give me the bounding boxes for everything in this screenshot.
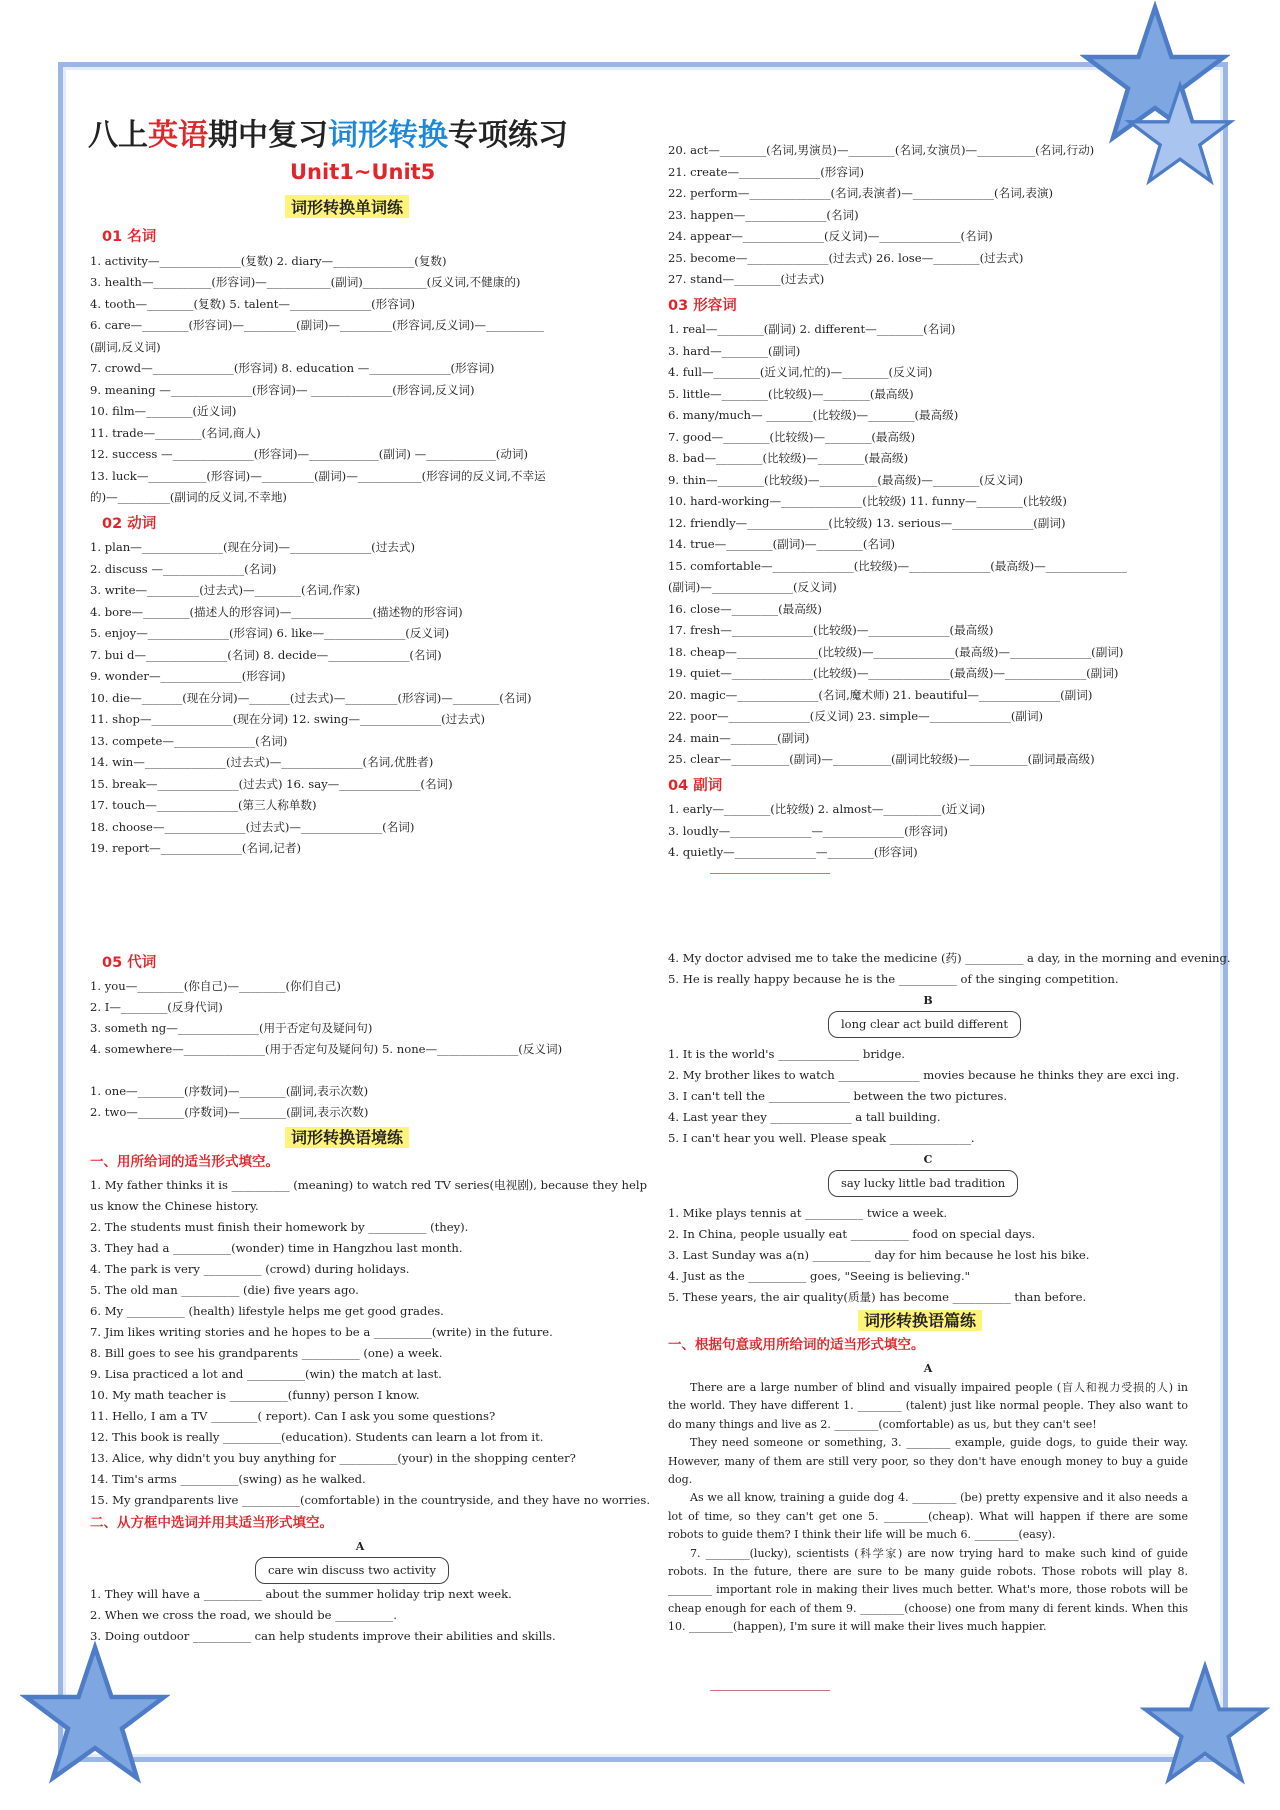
box-b-label: B — [923, 994, 933, 1007]
section-title-context: 词形转换语境练 — [285, 1127, 409, 1148]
exercise-line: 4. somewhere—______________(用于否定句及疑问句) 5. none—______________(反义词) — [90, 1042, 563, 1056]
exercise-line: 4. Last year they ______________ a tall building. — [668, 1110, 941, 1124]
exercise-line: 10. hard-working—______________(比较级) 11. funny—________(比较级) — [668, 494, 1067, 508]
divider — [710, 1690, 830, 1691]
exercise-line: 5. little—________(比较级)—________(最高级) — [668, 386, 914, 401]
exercise-line: 6. care—________(形容词)—_________(副词)—_________(形容词,反义词)—__________ — [90, 318, 544, 332]
exercise-line: 3. hard—________(副词) — [668, 343, 801, 358]
exercise-line: 3. Doing outdoor __________ can help students improve their abilities and skills. — [90, 1629, 556, 1643]
exercise-line: 9. thin—________(比较级)—__________(最高级)—________(反义词) — [668, 472, 1024, 487]
exercise-line: 2. When we cross the road, we should be __________. — [90, 1608, 397, 1622]
exercise-line: 5. enjoy—______________(形容词) 6. like—______________(反义词) — [90, 626, 450, 640]
exercise-line: 25. clear—__________(副词)—__________(副词比较级)—__________(副词最高级) — [668, 752, 1095, 766]
exercise-line: 12. success —______________(形容词)—____________(副词) —____________(动词) — [90, 447, 529, 461]
exercise-line: 13. luck—__________(形容词)—_________(副词)—___________(形容词的反义词,不幸运 — [90, 468, 546, 483]
box-b-exercise-list — [668, 1044, 1188, 1149]
exercise-line: 23. happen—______________(名词) — [668, 207, 859, 222]
exercise-line: 5. I can't hear you well. Please speak ______________. — [668, 1131, 975, 1145]
word-box-b: long clear act build different — [828, 1011, 1021, 1038]
exercise-line: 15. comfortable—______________(比较级)—______________(最高级)—______________ — [668, 558, 1127, 573]
exercise-line: 5. The old man __________ (die) five years ago. — [90, 1283, 359, 1297]
exercise-line: 6. My __________ (health) lifestyle helps me get good grades. — [90, 1304, 444, 1318]
exercise-line: 3. loudly—______________—______________(形容词) — [668, 823, 948, 838]
exercise-line: 2. two—________(序数词)—________(副词,表示次数) — [90, 1105, 369, 1119]
exercise-line: 3. They had a __________(wonder) time in Hangzhou last month. — [90, 1241, 463, 1255]
exercise-line: 9. meaning —______________(形容词)— ______________(形容词,反义词) — [90, 382, 475, 397]
passage-instruction: 一、根据句意或用所给词的适当形式填空。 — [668, 1337, 925, 1353]
exercise-line: 1. early—________(比较级) 2. almost—__________(近义词) — [668, 802, 986, 816]
exercise-line: 3. health—__________(形容词)—___________(副词)___________(反义词,不健康的) — [90, 275, 521, 289]
exercise-line: 18. cheap—______________(比较级)—______________(最高级)—______________(副词) — [668, 644, 1124, 659]
exercise-line: 15. My grandparents live __________(comfortable) in the countryside, and they have no worries. — [90, 1493, 651, 1507]
unit-range: Unit1~Unit5 — [290, 160, 436, 184]
word-box-a: care win discuss two activity — [255, 1557, 449, 1584]
box-c-exercise-list — [668, 1203, 1188, 1308]
exercise-line: 27. stand—________(过去式) — [668, 272, 825, 286]
box-c-label: C — [923, 1153, 933, 1166]
exercise-line: 15. break—______________(过去式) 16. say—______________(名词) — [90, 776, 453, 791]
exercise-line: 25. become—______________(过去式) 26. lose—________(过去式) — [668, 250, 1024, 265]
exercise-line: 5. These years, the air quality(质量) has become __________ than before. — [668, 1290, 1087, 1304]
right-column-bottom — [668, 948, 1231, 1637]
left-column-top — [90, 222, 630, 860]
exercise-line: 1. My father thinks it is __________ (meaning) to watch red TV series(电视剧), because they help — [90, 1178, 648, 1192]
exercise-line: 1. plan—______________(现在分词)—______________(过去式) — [90, 540, 416, 554]
exercise-line: 4. tooth—________(复数) 5. talent—______________(形容词) — [90, 296, 415, 311]
verbs-heading: 02 动词 — [102, 515, 157, 532]
exercise-line: 11. shop—______________(现在分词) 12. swing—______________(过去式) — [90, 712, 485, 726]
exercise-line: 13. Alice, why didn't you buy anything for __________(your) in the shopping center? — [90, 1451, 576, 1465]
exercise-line: 10. die—_______(现在分词)—_______(过去式)—_________(形容词)—________(名词) — [90, 690, 532, 705]
exercise-line: 10. My math teacher is __________(funny) person I know. — [90, 1388, 420, 1402]
exercise-line: 1. you—________(你自己)—________(你们自己) — [90, 979, 341, 993]
nouns-heading: 01 名词 — [102, 229, 157, 245]
left-column-bottom — [90, 948, 651, 1647]
exercise-line: (副词)—______________(反义词) — [668, 580, 837, 594]
exercise-line: 17. touch—______________(第三人称单数) — [90, 798, 317, 812]
pronouns-heading: 05 代词 — [102, 955, 157, 971]
exercise-line: 17. fresh—______________(比较级)—______________(最高级) — [668, 623, 994, 637]
verbs-continued-list — [668, 140, 1188, 291]
section-title-words: 词形转换单词练 — [285, 195, 409, 218]
exercise-line: 2. My brother likes to watch ______________ movies because he thinks they are exci ing. — [668, 1068, 1180, 1082]
exercise-line: 2. I—________(反身代词) — [90, 1000, 223, 1014]
box-a-exercise-list-continued — [668, 948, 1231, 990]
adverbs-list — [668, 799, 1188, 864]
exercise-line: 24. appear—______________(反义词)—______________(名词) — [668, 229, 993, 243]
exercise-line: 20. magic—______________(名词,魔术师) 21. beautiful—______________(副词) — [668, 687, 1093, 702]
exercise-line: 1. one—________(序数词)—________(副词,表示次数) — [90, 1084, 369, 1098]
exercise-line: 8. bad—________(比较级)—________(最高级) — [668, 451, 909, 465]
passage-paragraph: As we all know, training a guide dog 4. ________ (be) pretty expensive and it also needs a lot of time, so they can't get one 5. ________(cheap). What will happen if there are some robots to guide them? I think their life will be much 6. ________(easy). — [668, 1491, 1188, 1542]
verbs-list — [90, 537, 630, 860]
exercise-line: 3. someth ng—______________(用于否定句及疑问句) — [90, 1021, 373, 1035]
exercise-line: 4. Just as the __________ goes, "Seeing is believing." — [668, 1269, 970, 1283]
adverbs-heading: 04 副词 — [668, 777, 723, 794]
nouns-list — [90, 251, 630, 509]
context-exercise-list — [90, 1175, 651, 1511]
exercise-line: 12. friendly—______________(比较级) 13. serious—______________(副词) — [668, 515, 1066, 530]
star-icon — [1140, 1660, 1270, 1790]
exercise-line: 的)—_________(副词的反义词,不幸地) — [90, 490, 287, 504]
box-a-label: A — [355, 1540, 365, 1553]
exercise-line: 20. act—________(名词,男演员)—________(名词,女演员)—__________(名词,行动) — [668, 143, 1095, 157]
exercise-line: 22. perform—______________(名词,表演者)—______________(名词,表演) — [668, 186, 1054, 200]
exercise-line: 14. Tim's arms __________(swing) as he walked. — [90, 1472, 366, 1486]
exercise-line: 2. In China, people usually eat __________ food on special days. — [668, 1227, 1036, 1241]
exercise-line: us know the Chinese history. — [90, 1199, 259, 1213]
exercise-line: 14. win—______________(过去式)—______________(名词,优胜者) — [90, 755, 434, 769]
pronouns-list — [90, 976, 630, 1123]
box-a-exercise-list — [90, 1584, 630, 1647]
exercise-line: 2. The students must finish their homework by __________ (they). — [90, 1220, 469, 1234]
exercise-line: 9. wonder—______________(形容词) — [90, 669, 286, 683]
adjectives-list — [668, 319, 1188, 771]
section-title-passage: 词形转换语篇练 — [858, 1310, 982, 1331]
exercise-line — [90, 1060, 630, 1081]
exercise-line: 7. good—________(比较级)—________(最高级) — [668, 429, 916, 444]
page-title: 八上英语期中复习词形转换专项练习 — [88, 118, 568, 153]
exercise-line: (副词,反义词) — [90, 339, 161, 354]
exercise-line: 1. It is the world's ______________ bridge. — [668, 1047, 905, 1061]
exercise-line: 4. The park is very __________ (crowd) during holidays. — [90, 1262, 410, 1276]
passage-text — [668, 1379, 1188, 1637]
passage-label: A — [923, 1362, 933, 1375]
exercise-line: 9. Lisa practiced a lot and __________(win) the match at last. — [90, 1367, 442, 1381]
exercise-line: 1. activity—______________(复数) 2. diary—______________(复数) — [90, 253, 447, 268]
exercise-line: 7. Jim likes writing stories and he hopes to be a __________(write) in the future. — [90, 1325, 553, 1339]
exercise-line: 19. report—______________(名词,记者) — [90, 841, 301, 855]
passage-paragraph: There are a large number of blind and visually impaired people (盲人和视力受损的人) in the world. They have different 1. ________ (talent) just like normal people. They also want to do many things and live as 2. ________(comfortable) as us, but they can't see! — [668, 1381, 1188, 1431]
exercise-line: 4. My doctor advised me to take the medicine (药) __________ a day, in the morning and evening. — [668, 951, 1231, 965]
context-instruction-1: 一、用所给词的适当形式填空。 — [90, 1154, 279, 1170]
exercise-line: 11. trade—________(名词,商人) — [90, 425, 261, 440]
exercise-line: 18. choose—______________(过去式)—______________(名词) — [90, 819, 415, 834]
exercise-line: 19. quiet—______________(比较级)—______________(最高级)—______________(副词) — [668, 666, 1119, 680]
exercise-line: 1. Mike plays tennis at __________ twice a week. — [668, 1206, 948, 1220]
exercise-line: 1. real—________(副词) 2. different—________(名词) — [668, 322, 956, 336]
exercise-line: 4. bore—________(描述人的形容词)—______________(描述物的形容词) — [90, 604, 463, 619]
exercise-line: 8. Bill goes to see his grandparents __________ (one) a week. — [90, 1346, 443, 1360]
exercise-line: 24. main—________(副词) — [668, 730, 810, 745]
exercise-line: 14. true—________(副词)—________(名词) — [668, 537, 896, 551]
exercise-line: 2. discuss —______________(名词) — [90, 561, 277, 576]
exercise-line: 13. compete—______________(名词) — [90, 733, 288, 748]
word-box-c: say lucky little bad tradition — [828, 1170, 1018, 1197]
exercise-line: 21. create—______________(形容词) — [668, 164, 865, 179]
passage-paragraph: 7. ________(lucky), scientists (科学家) are now trying hard to make such kind of guide robots. In the future, there are sure to be many guide robots. Those robots will play 8. ________ important role in making their lives much better. What's more, those robots will be cheap enough for each of them 9. ________(choose) one from many di ferent kinds. When this 10. ________(happen), I'm sure it will make their lives much happier. — [668, 1546, 1188, 1634]
right-column-top — [668, 140, 1188, 864]
exercise-line: 1. They will have a __________ about the summer holiday trip next week. — [90, 1587, 512, 1601]
exercise-line: 22. poor—______________(反义词) 23. simple—______________(副词) — [668, 709, 1044, 723]
passage-paragraph: They need someone or something, 3. ________ example, guide dogs, to guide their way. However, many of them are still very poor, so they don't have enough money to buy a guide dog. — [668, 1436, 1188, 1487]
context-instruction-2: 二、从方框中选词并用其适当形式填空。 — [90, 1515, 333, 1531]
exercise-line: 5. He is really happy because he is the __________ of the singing competition. — [668, 972, 1119, 986]
exercise-line: 11. Hello, I am a TV ________( report). Can I ask you some questions? — [90, 1409, 496, 1423]
exercise-line: 4. quietly—______________—________(形容词) — [668, 845, 918, 859]
exercise-line: 10. film—________(近义词) — [90, 404, 237, 418]
exercise-line: 3. Last Sunday was a(n) __________ day for him because he lost his bike. — [668, 1248, 1090, 1262]
exercise-line: 3. I can't tell the ______________ between the two pictures. — [668, 1089, 1007, 1103]
adjectives-heading: 03 形容词 — [668, 297, 737, 314]
star-icon — [20, 1640, 170, 1790]
exercise-line: 7. bui d—______________(名词) 8. decide—______________(名词) — [90, 647, 442, 662]
exercise-line: 7. crowd—______________(形容词) 8. education —______________(形容词) — [90, 361, 495, 375]
exercise-line: 6. many/much— ________(比较级)—________(最高级) — [668, 408, 959, 422]
exercise-line: 12. This book is really __________(education). Students can learn a lot from it. — [90, 1430, 544, 1444]
exercise-line: 4. full—________(近义词,忙的)—________(反义词) — [668, 365, 933, 379]
exercise-line: 16. close—________(最高级) — [668, 601, 822, 616]
divider — [710, 873, 830, 874]
exercise-line: 3. write—_________(过去式)—________(名词,作家) — [90, 583, 361, 597]
